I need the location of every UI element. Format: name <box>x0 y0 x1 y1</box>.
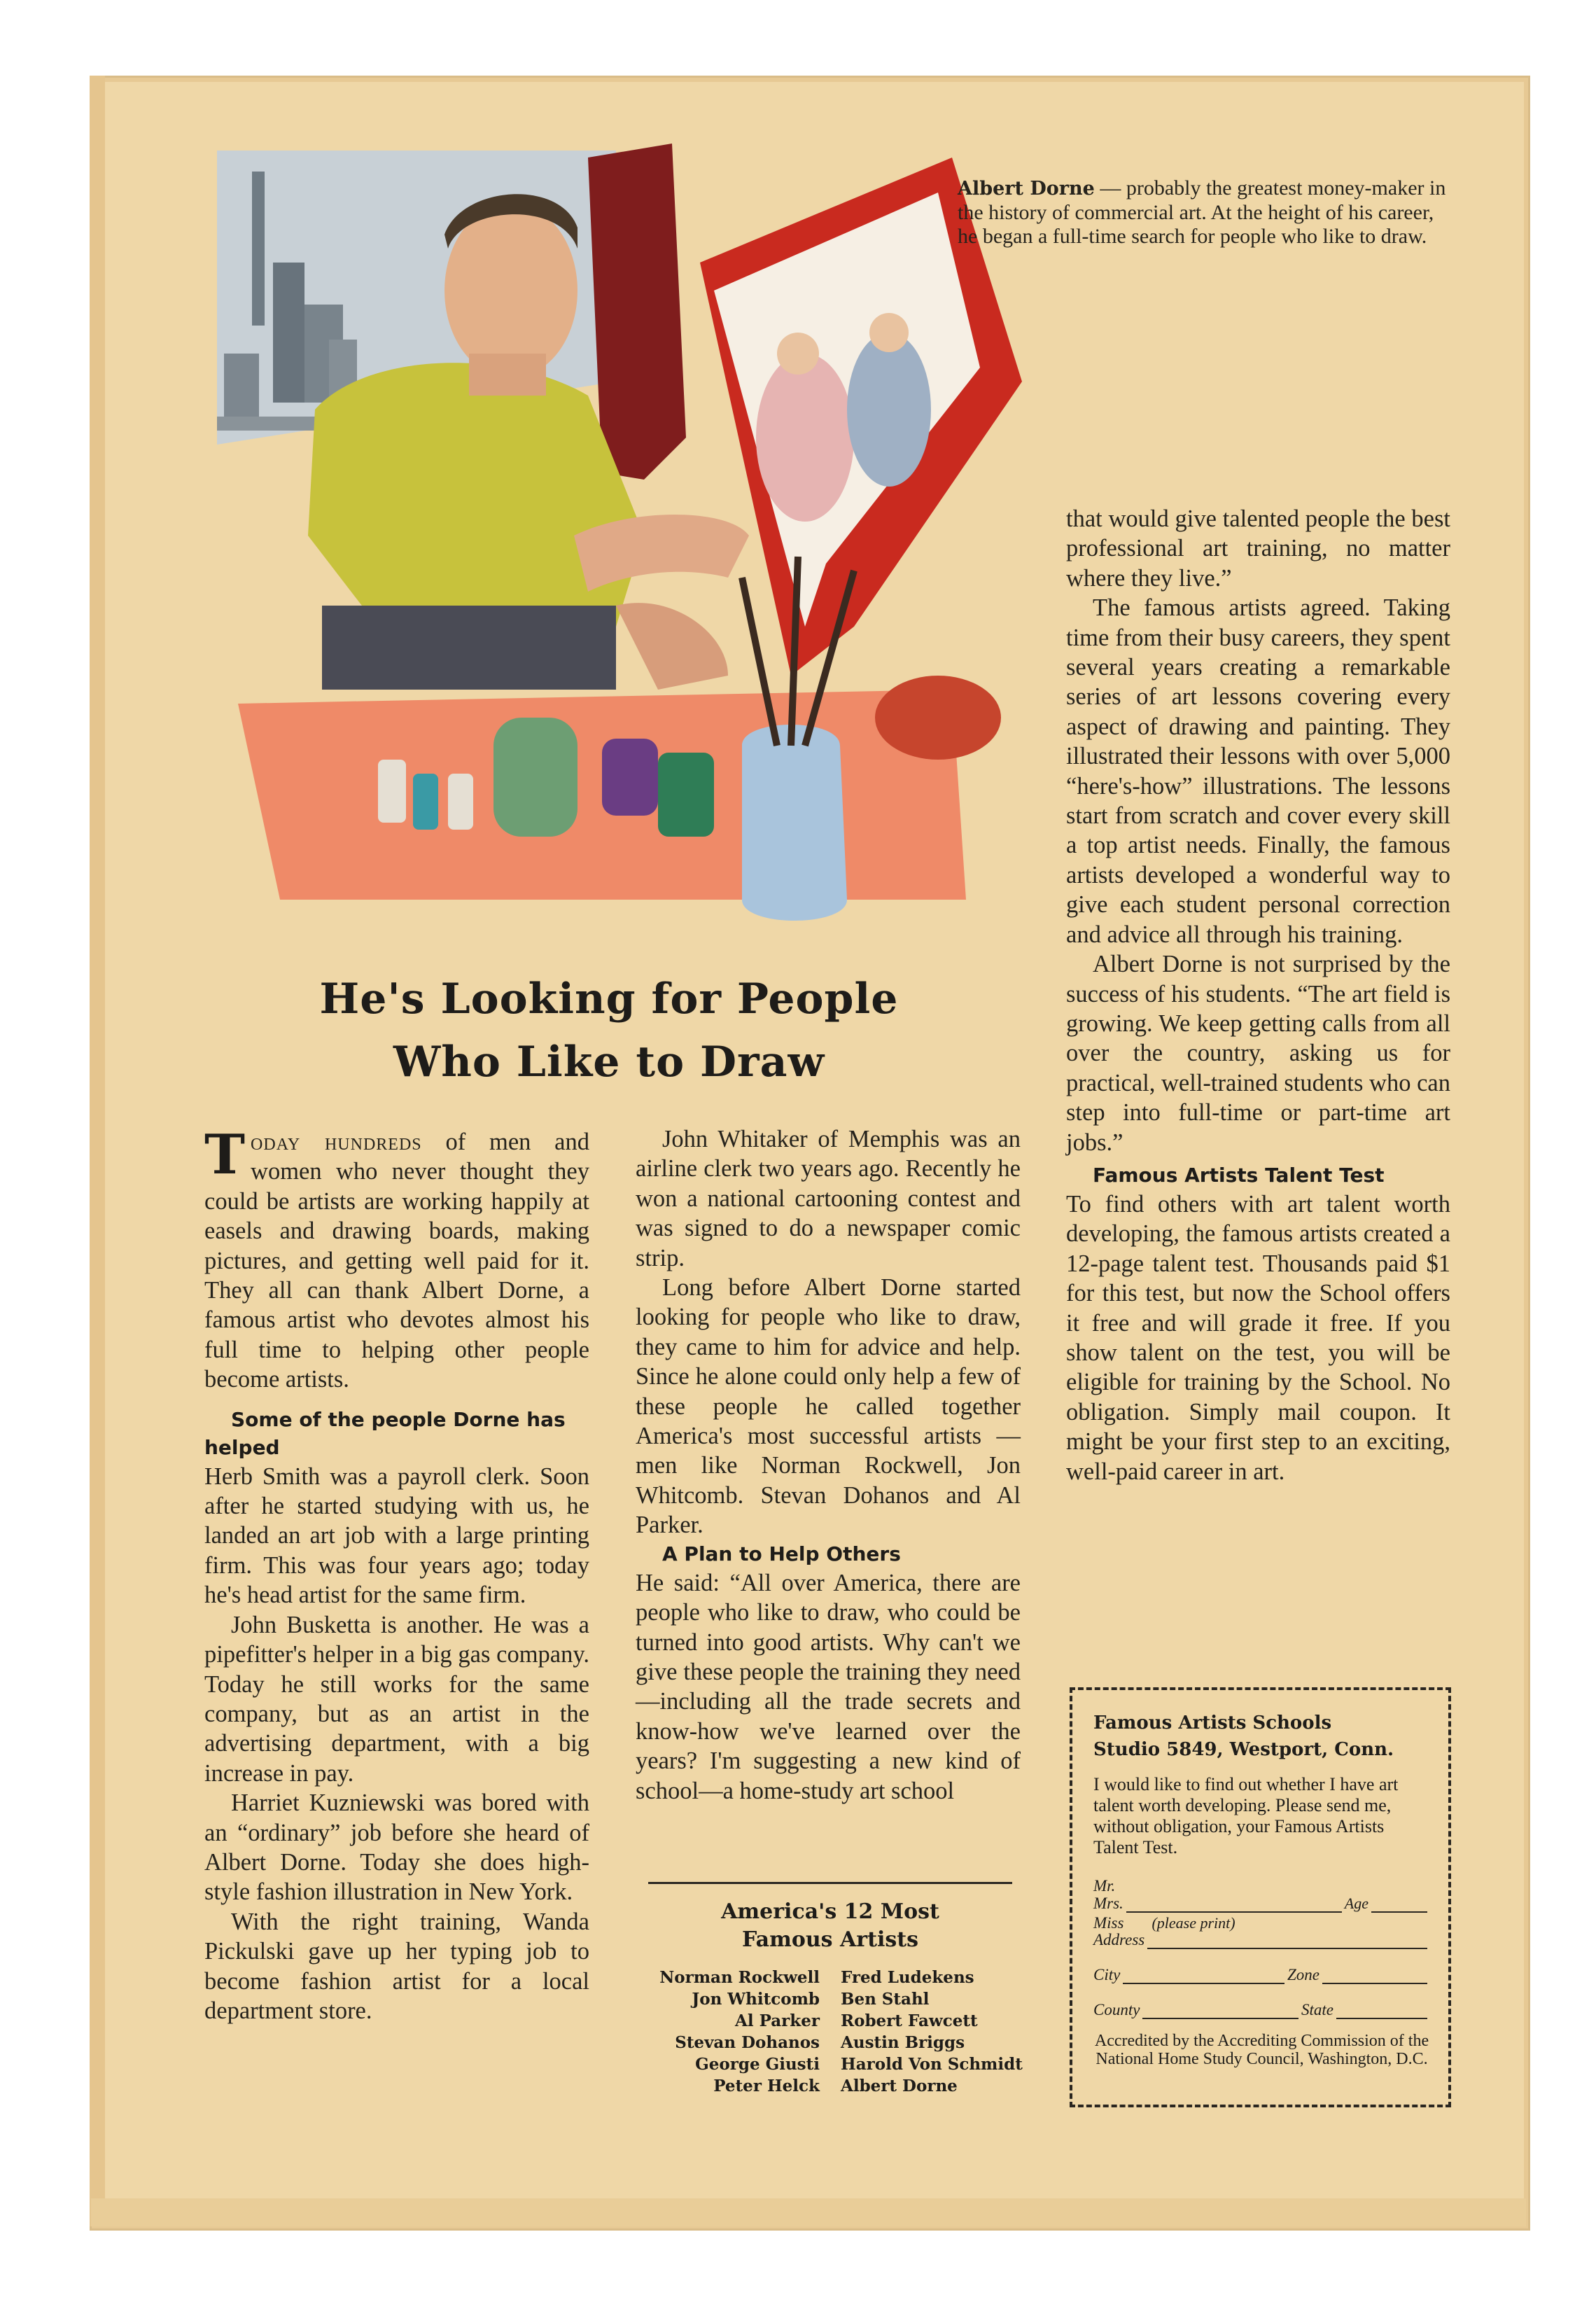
title-miss: Miss <box>1093 1914 1124 1932</box>
name-age-row[interactable] <box>1093 1895 1430 1913</box>
headline-line-1: He's Looking for People <box>319 975 899 1024</box>
zone-field[interactable] <box>1322 1966 1427 1984</box>
zone-label: Zone <box>1287 1966 1320 1983</box>
headline-line-2: Who Like to Draw <box>393 1038 825 1087</box>
address-field[interactable] <box>1147 1931 1427 1949</box>
famous-artists-box <box>627 1882 1033 2097</box>
title-mr: Mr. <box>1093 1877 1116 1895</box>
intro-paragraph <box>204 1123 589 1395</box>
county-label: County <box>1093 2001 1140 2018</box>
article-column-2 <box>636 1124 1021 1806</box>
address-row[interactable] <box>1093 1931 1430 1949</box>
age-label: Age <box>1344 1895 1368 1912</box>
artist-name: Austin Briggs <box>841 2033 965 2052</box>
city-field[interactable] <box>1123 1966 1284 1984</box>
please-print-note: (please print) <box>1152 1914 1236 1932</box>
drop-cap: T <box>204 1123 246 1187</box>
famous-title-line-2: Famous Artists <box>742 1927 918 1952</box>
state-label: State <box>1301 2001 1334 2018</box>
page-bottom-edge <box>91 2198 1526 2226</box>
famous-artists-list <box>627 1967 1033 2097</box>
artist-name: Jon Whitcomb <box>692 1990 820 2009</box>
paragraph-herb-smith: Herb Smith was a payroll clerk. Soon after he started studying with us, he landed an art job with a large printing firm. This was four years ago; today he's head artist for the same firm. <box>204 1463 589 1609</box>
paragraph-long-before: Long before Albert Dorne started looking for people who like to draw, they came to him for advice and help. Since he alone could only help a few of these people he called together America's most successful artists —men like Norman Rockwell, Jon Whitcomb. Stevan Dohanos and Al Parker. <box>636 1274 1021 1539</box>
article-column-1 <box>204 1123 589 2025</box>
paragraph-wanda-pickulski: With the right training, Wanda Pickulski gave up her typing job to become fashion artist for a local department store. <box>204 1908 589 2024</box>
famous-title-line-1: America's 12 Most <box>721 1899 939 1924</box>
county-state-row[interactable] <box>1093 2001 1430 2019</box>
city-zone-row[interactable] <box>1093 1966 1430 1984</box>
paragraph-john-busketta: John Busketta is another. He was a pipefitter's helper in a big gas company. Today he still works for the same company, but as an artist in the advertising department, with a big increase in pay. <box>204 1611 589 1787</box>
city-label: City <box>1093 1966 1121 1983</box>
artist-name: Harold Von Schmidt <box>841 2055 1023 2074</box>
red-curtain <box>588 144 686 480</box>
title-mrs: Mrs. <box>1093 1895 1124 1912</box>
coupon-form <box>1093 1878 1430 2019</box>
artist-name: Stevan Dohanos <box>675 2033 820 2052</box>
headline <box>210 968 1008 1094</box>
subheading-people-helped: Some of the people Dorne has helped <box>204 1407 566 1459</box>
subheading-talent-test: Famous Artists Talent Test <box>1093 1163 1385 1187</box>
subheading-plan: A Plan to Help Others <box>662 1542 901 1565</box>
caption-name: Albert Dorne <box>958 178 1095 200</box>
article-column-3 <box>1066 504 1450 1486</box>
divider-rule <box>648 1882 1012 1884</box>
paragraph-not-surprised: Albert Dorne is not surprised by the success of his students. “The art field is growing. We keep getting calls from all over the country, asking us for practical, well-trained students who can step into full-time or part-time art jobs.” <box>1066 951 1450 1156</box>
age-field[interactable] <box>1371 1895 1427 1913</box>
mail-coupon[interactable] <box>1070 1687 1451 2107</box>
artist-name: Al Parker <box>735 2011 820 2030</box>
artist-name: Albert Dorne <box>841 2077 958 2095</box>
page-spine-edge <box>90 76 105 2226</box>
paragraph-artists-agreed: The famous artists agreed. Taking time from their busy careers, they spent several years creating a remarkable series of art lessons covering every aspect of drawing and painting. They illustrated their lessons with over 5,000 “here's-how” illustrations. The lessons start from scratch and cover every skill a top artist needs. Finally, the famous artists developed a wonderful way to give each student personal correction and advice all through his training. <box>1066 594 1450 948</box>
artist-name: Peter Helck <box>713 2077 820 2095</box>
intro-text: of men and women who never thought they could be artists are working happily at easels and drawing boards, making pictures, and getting well paid for it. They all can thank Albert Dorne, a famous artist who devotes almost his full time to helping other people become artists. <box>204 1129 589 1393</box>
name-field[interactable] <box>1126 1895 1342 1913</box>
artist-name: Fred Ludekens <box>841 1968 974 1987</box>
state-field[interactable] <box>1336 2001 1427 2019</box>
artist-name: Norman Rockwell <box>659 1968 820 1987</box>
paragraph-harriet-kuzniewski: Harriet Kuzniewski was bored with an “ordinary” job before she heard of Albert Dorne. Today she does high-style fashion illustration in New York. <box>204 1790 589 1906</box>
caption-text: — probably the greatest money-maker in the history of commercial art. At the height of his career, he began a full-time search for people who like to draw. <box>958 176 1446 248</box>
address-label: Address <box>1093 1931 1145 1948</box>
photo-caption <box>958 176 1448 249</box>
paragraph-john-whitaker: John Whitaker of Memphis was an airline clerk two years ago. Recently he won a national cartooning contest and was signed to do a newspaper comic strip. <box>636 1126 1021 1271</box>
paragraph-continued: that would give talented people the best professional art training, no matter where they live.” <box>1066 505 1450 592</box>
miss-row <box>1093 1916 1430 1931</box>
coupon-school-name: Famous Artists Schools <box>1093 1712 1332 1734</box>
coupon-address: Studio 5849, Westport, Conn. <box>1093 1739 1394 1760</box>
artist-illustration <box>196 144 1036 945</box>
paragraph-talent-test: To find others with art talent worth developing, the famous artists created a 12-page talent test. Thousands paid $1 for this test, but now the School offers it free and will grade it free. If you show talent on the test, you will be eligible for training by the School. No obligation. Simply mail coupon. It might be your first step to an exciting, well-paid career in art. <box>1066 1190 1450 1485</box>
coupon-request-text: I would like to find out whether I have art talent worth developing. Please send me, without obligation, your Famous Artists Talent Test. <box>1093 1774 1399 1857</box>
accreditation-note: Accredited by the Accrediting Commission of the National Home Study Council, Washington, D.C. <box>1094 2032 1429 2068</box>
artist-name: George Giusti <box>695 2055 820 2074</box>
county-field[interactable] <box>1142 2001 1298 2019</box>
artist-name: Ben Stahl <box>841 1990 930 2009</box>
artist-name: Robert Fawcett <box>841 2011 978 2030</box>
paragraph-he-said: He said: “All over America, there are people who like to draw, who could be turned into good artists. Why can't we give these people the training they need—including all the trade secrets and know-how we've learned over the years? I'm suggesting a new kind of school—a home-study art school <box>636 1569 1021 1804</box>
lead-in: oday hundreds <box>251 1129 422 1155</box>
